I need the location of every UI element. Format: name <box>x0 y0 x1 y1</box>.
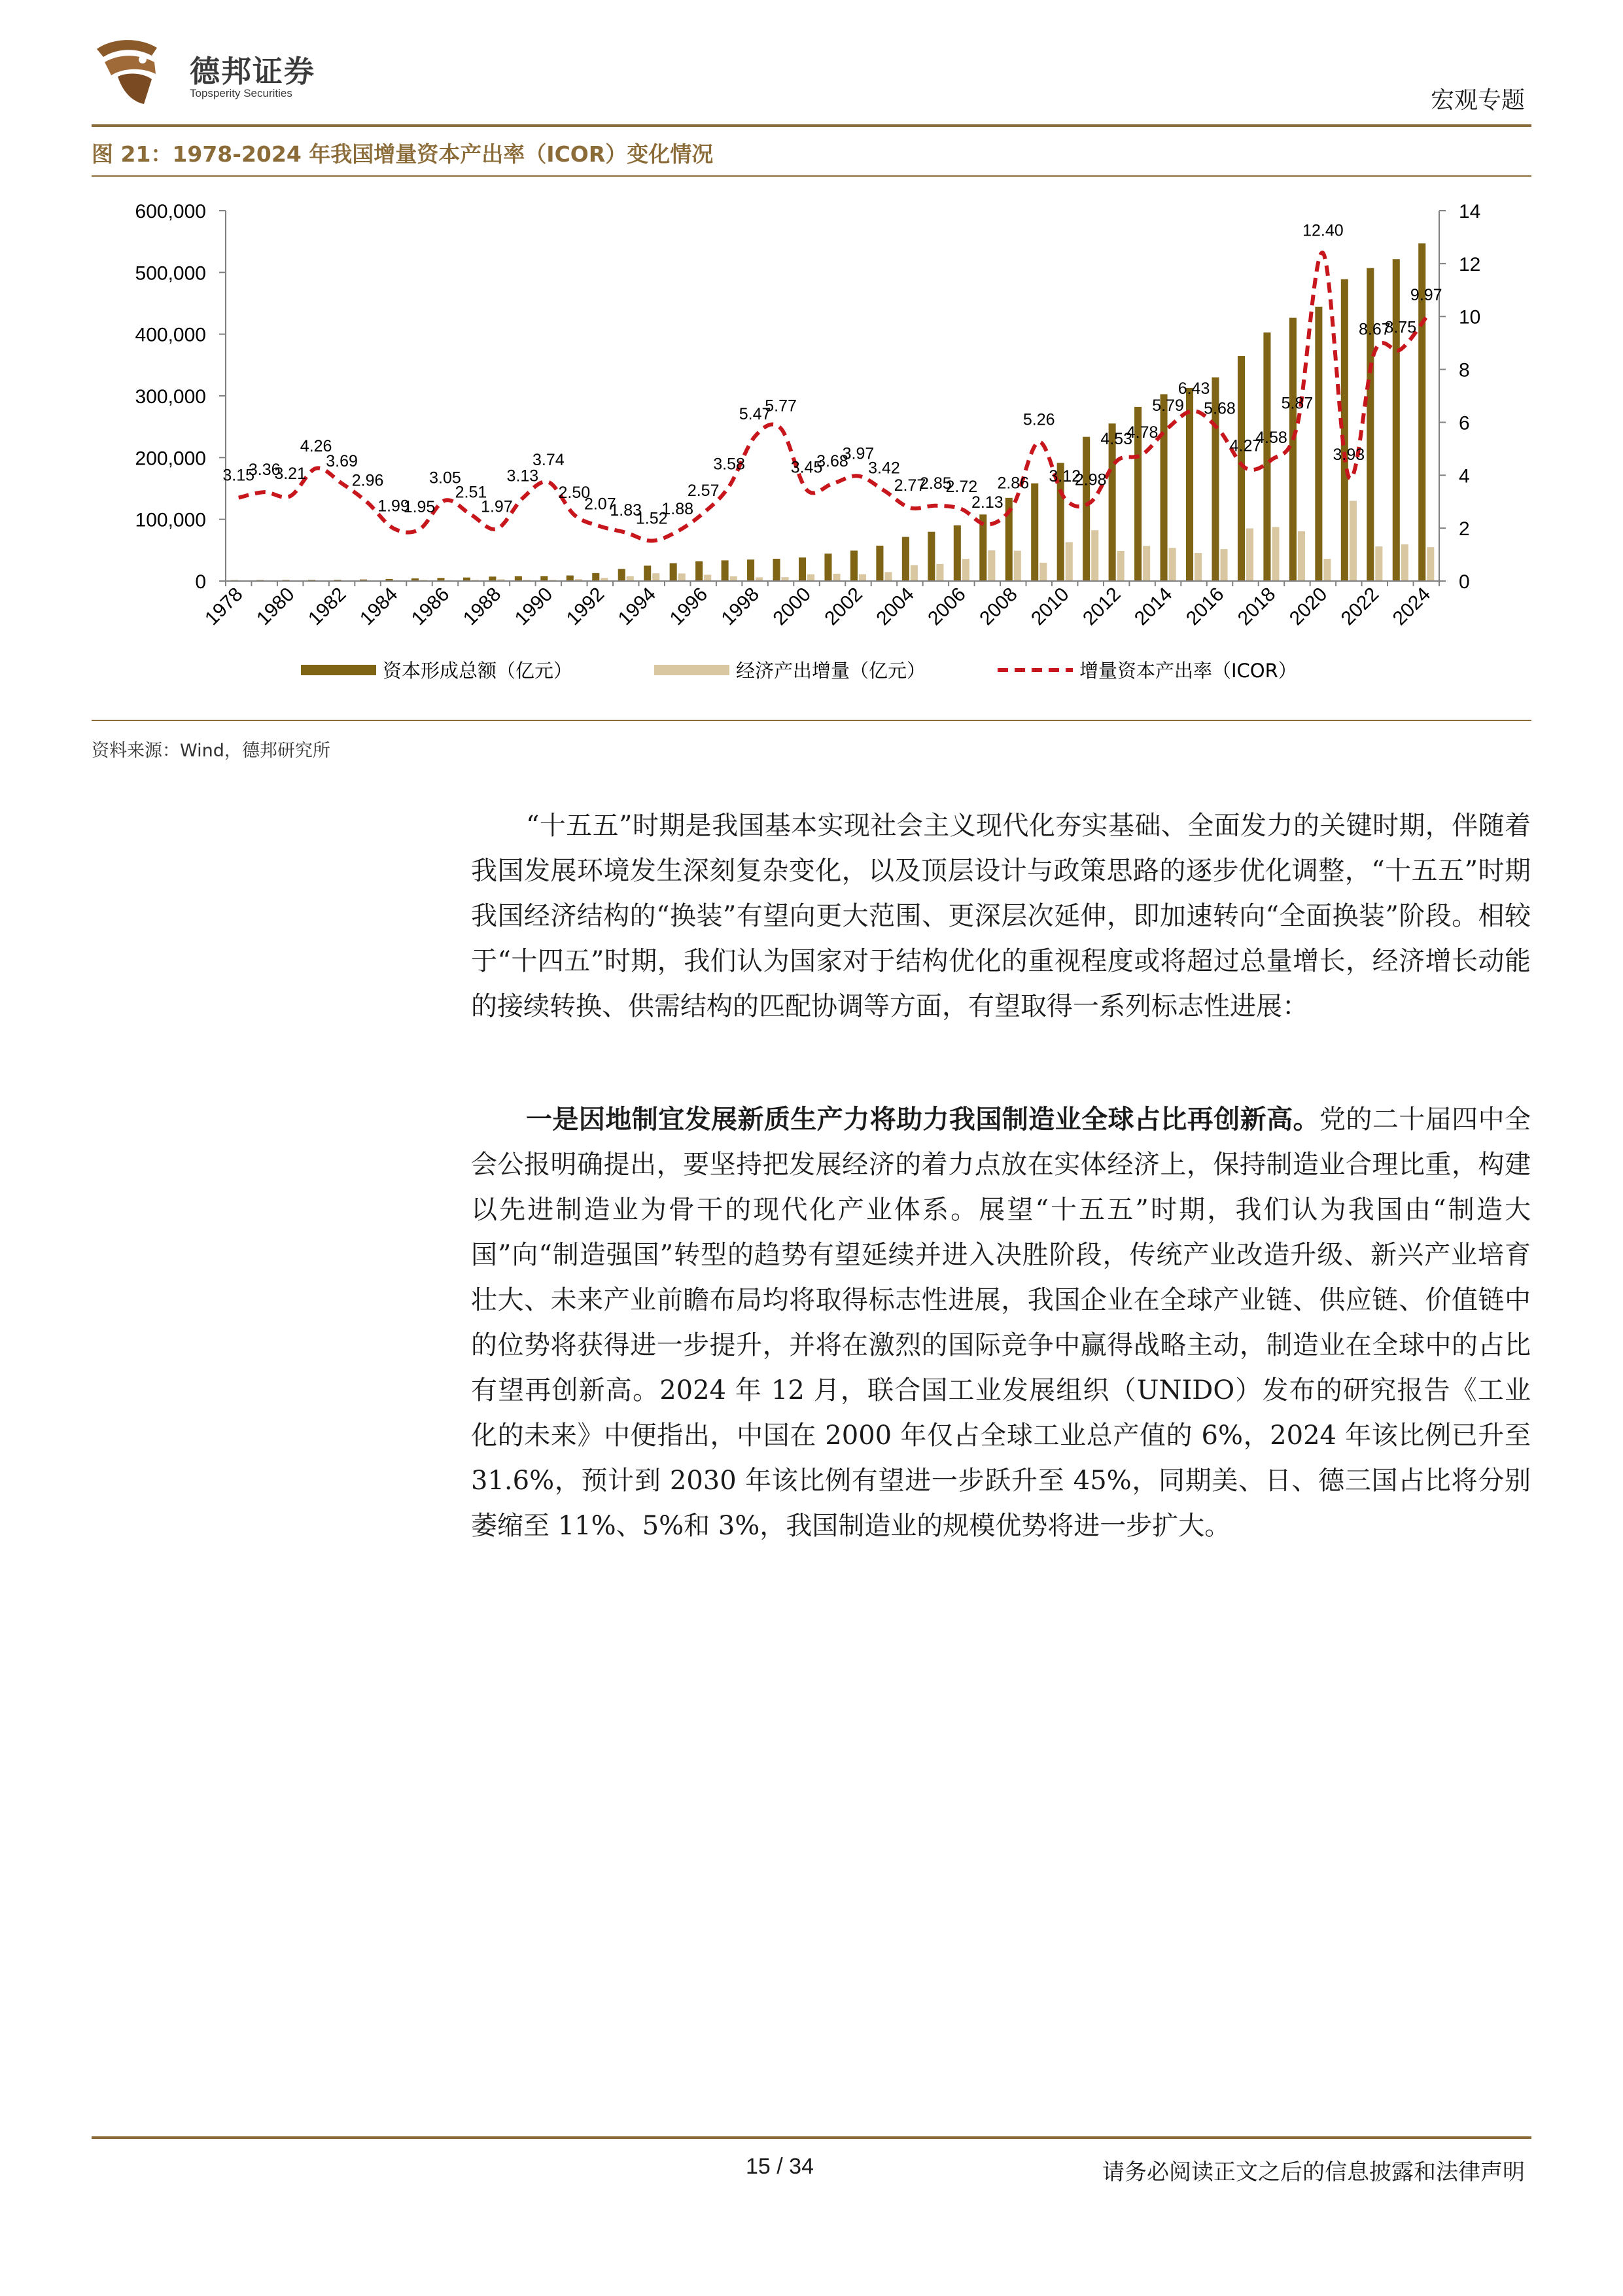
capital-formation-bar <box>1161 394 1168 581</box>
x-axis-tick-label: 1996 <box>665 583 712 630</box>
x-axis-tick-label: 1990 <box>510 583 557 630</box>
x-axis-tick-label: 2008 <box>975 583 1022 630</box>
icor-data-label: 2.57 <box>687 482 720 501</box>
icor-data-label: 12.40 <box>1302 221 1344 240</box>
right-axis-tick-label: 12 <box>1459 253 1481 275</box>
capital-formation-bar <box>1341 279 1348 581</box>
paragraph-rest: 党的二十届四中全会公报明确提出，要坚持把发展经济的着力点放在实体经济上，保持制造业合理比重，构建以先进制造业为骨干的现代化产业体系。展望“十五五”时期，我们认为我国由“制造大国”向“制造强国”转型的趋势有望延续并进入决胜阶段，传统产业改造升级、新兴产业培育壮大、未来产业前瞻布局均将取得标志性进展，我国企业在全球产业链、供应链、价值链中的位势将获得进一步提升，并将在激烈的国际竞争中赢得战略主动，制造业在全球中的占比有望再创新高。2024 年 12 月，联合国工业发展组织（UNIDO）发布的研究报告《工业化的未来》中便指出，中国在 2000 年仅占全球工业总产值的 6%，2024 年该比例已升至 31.6%，预计到 2030 年该比例有望进一步跃升至 45%，同期美、日、德三国占比将分别萎缩至 11%、5%和 3%，我国制造业的规模优势将进一步扩大。 <box>471 1104 1531 1541</box>
paragraph-text <box>471 1097 1531 1549</box>
output-increment-bar <box>1375 546 1382 581</box>
icor-data-label: 1.88 <box>661 499 694 518</box>
icor-data-label: 5.47 <box>739 404 771 423</box>
x-axis-tick-label: 2014 <box>1130 583 1177 630</box>
icor-data-label: 1.52 <box>635 509 668 528</box>
icor-data-label: 5.77 <box>765 397 797 415</box>
icor-data-label: 5.87 <box>1281 394 1314 413</box>
output-increment-bar <box>1221 549 1228 581</box>
report-section-label: 宏观专题 <box>1430 87 1525 114</box>
left-axis-tick-label: 200,000 <box>135 448 206 470</box>
icor-data-label: 4.53 <box>1100 429 1132 448</box>
capital-formation-bar <box>773 559 780 581</box>
capital-formation-bar <box>618 569 625 581</box>
output-increment-bar <box>1143 546 1150 581</box>
capital-formation-bar <box>1083 437 1090 581</box>
legend-swatch <box>654 665 729 675</box>
left-axis-tick-label: 600,000 <box>135 201 206 222</box>
left-axis-tick-label: 100,000 <box>135 509 206 531</box>
legend-label: 增量资本产出率（ICOR） <box>1079 660 1297 682</box>
x-axis-tick-label: 1982 <box>304 583 351 630</box>
x-axis-tick-label: 1980 <box>253 583 299 630</box>
right-axis-tick-label: 6 <box>1459 412 1470 434</box>
output-increment-bar <box>1401 544 1408 581</box>
icor-data-label: 3.97 <box>842 444 875 463</box>
output-increment-bar <box>1117 551 1125 581</box>
output-increment-bar <box>1014 551 1021 581</box>
x-axis-tick-label: 1994 <box>614 583 661 630</box>
output-increment-bar <box>678 573 686 581</box>
icor-data-label: 3.42 <box>868 459 900 478</box>
output-increment-bar <box>1169 548 1176 581</box>
icor-data-labels <box>222 222 1442 528</box>
left-axis-tick-label: 300,000 <box>135 386 206 408</box>
icor-data-label: 3.58 <box>713 455 745 474</box>
paragraph-lead: 一是因地制宜发展新质生产力将助力我国制造业全球占比再创新高。 <box>526 1104 1319 1135</box>
icor-data-label: 2.50 <box>558 483 591 502</box>
left-axis <box>135 201 226 593</box>
footer-disclaimer: 请务必阅读正文之后的信息披露和法律声明 <box>1102 2159 1525 2185</box>
legend-label: 经济产出增量（亿元） <box>736 660 926 682</box>
right-axis-tick-label: 0 <box>1459 571 1470 593</box>
x-axis-tick-label: 2022 <box>1336 583 1384 630</box>
x-axis-tick-label: 2012 <box>1079 583 1125 630</box>
output-increment-bar <box>1246 529 1253 581</box>
x-axis-tick-label: 1998 <box>717 583 764 630</box>
icor-data-label: 4.26 <box>300 436 332 455</box>
capital-formation-bar <box>1367 268 1374 581</box>
left-axis-tick-label: 400,000 <box>135 324 206 346</box>
chart-legend <box>301 660 1297 682</box>
capital-formation-bar <box>592 573 599 581</box>
capital-formation-bar <box>1031 484 1038 581</box>
figure-title: 图 21：1978-2024 年我国增量资本产出率（ICOR）变化情况 <box>92 141 714 167</box>
icor-data-label: 3.74 <box>532 450 565 469</box>
x-axis-tick-label: 2000 <box>769 583 815 630</box>
capital-formation-bar <box>1393 259 1400 581</box>
icor-data-label: 5.26 <box>1022 410 1055 429</box>
icor-data-label: 3.93 <box>1333 446 1365 465</box>
icor-data-label: 2.77 <box>894 476 926 495</box>
figure-source: 资料来源：Wind，德邦研究所 <box>92 741 330 761</box>
icor-data-label: 1.99 <box>377 497 410 516</box>
logo-company-name-en: Topsperity Securities <box>190 87 292 99</box>
body-paragraph-1 <box>471 804 1531 1029</box>
icor-data-label: 4.27 <box>1229 436 1262 455</box>
capital-formation-bar <box>644 566 651 581</box>
icor-data-label: 8.75 <box>1384 318 1417 337</box>
icor-data-label: 2.96 <box>351 471 384 490</box>
x-axis-tick-label: 2024 <box>1388 583 1435 630</box>
output-increment-bar <box>1323 559 1331 581</box>
icor-data-label: 2.72 <box>945 478 978 497</box>
capital-formation-bar <box>489 576 496 581</box>
icor-data-label: 4.78 <box>1126 423 1159 442</box>
capital-formation-bar <box>954 525 961 581</box>
output-increment-bar <box>911 565 918 581</box>
output-increment-bar <box>1195 553 1202 581</box>
capital-formation-bar <box>747 559 754 581</box>
output-increment-bar <box>988 550 995 581</box>
capital-formation-bar <box>850 550 858 581</box>
output-increment-bar <box>1298 531 1305 581</box>
output-increment-bar <box>1427 547 1434 581</box>
capital-formation-bar <box>824 554 831 581</box>
icor-data-label: 3.15 <box>222 466 255 485</box>
icor-data-label: 2.07 <box>584 495 616 514</box>
paragraph-text: “十五五”时期是我国基本实现社会主义现代化夯实基础、全面发力的关键时期，伴随着我国发展环境发生深刻复杂变化，以及顶层设计与政策思路的逐步优化调整，“十五五”时期我国经济结构的“换装”有望向更大范围、更深层次延伸，即加速转向“全面换装”阶段。相较于“十四五”时期，我们认为国家对于结构优化的重视程度或将超过总量增长，经济增长动能的接续转换、供需结构的匹配协调等方面，有望取得一系列标志性进展： <box>471 811 1531 1021</box>
x-axis-tick-label: 1984 <box>355 583 402 630</box>
x-axis-tick-label: 1978 <box>201 583 247 630</box>
right-axis-tick-label: 14 <box>1459 201 1481 222</box>
output-increment-bar <box>627 576 634 581</box>
capital-formation-bar <box>567 576 574 581</box>
icor-data-label: 3.13 <box>506 467 539 486</box>
icor-data-label: 3.68 <box>816 452 848 471</box>
capital-formation-bar <box>876 546 883 581</box>
figure-bottom-divider <box>92 720 1531 721</box>
x-axis-tick-label: 2020 <box>1285 583 1332 630</box>
icor-data-label: 1.97 <box>481 497 513 516</box>
icor-data-label: 4.58 <box>1255 428 1287 447</box>
icor-data-label: 8.67 <box>1358 320 1391 339</box>
legend-label: 资本形成总额（亿元） <box>383 660 573 682</box>
output-increment-bar <box>1091 530 1098 581</box>
capital-formation-bar <box>1263 332 1270 581</box>
capital-formation-bar <box>902 537 909 581</box>
right-axis-tick-label: 10 <box>1459 306 1481 328</box>
output-increment-bar <box>1039 563 1047 581</box>
icor-data-label: 3.45 <box>790 458 823 477</box>
right-axis <box>1439 201 1480 593</box>
icor-data-label: 5.68 <box>1204 399 1236 418</box>
x-axis-tick-label: 2006 <box>924 583 970 630</box>
right-axis-tick-label: 8 <box>1459 359 1470 381</box>
icor-data-label: 3.21 <box>274 465 307 484</box>
icor-data-label: 6.43 <box>1178 380 1210 398</box>
capital-formation-bar <box>928 532 935 581</box>
output-increment-bar <box>730 576 737 581</box>
x-axis-tick-label: 2002 <box>820 583 867 630</box>
x-axis <box>201 581 1439 629</box>
capital-formation-bar <box>1186 388 1193 581</box>
icor-data-label: 9.97 <box>1410 285 1442 304</box>
x-axis-tick-label: 2016 <box>1181 583 1229 630</box>
body-paragraph-2 <box>471 1097 1531 1549</box>
left-axis-tick-label: 0 <box>195 571 206 593</box>
right-axis-tick-label: 2 <box>1459 518 1470 540</box>
right-axis-tick-label: 4 <box>1459 465 1470 487</box>
x-axis-tick-label: 2018 <box>1233 583 1280 630</box>
icor-data-label: 2.51 <box>455 483 487 502</box>
legend-swatch <box>301 665 376 675</box>
capital-formation-bar <box>540 576 548 581</box>
icor-data-label: 3.69 <box>326 451 358 470</box>
icor-data-label: 5.79 <box>1152 396 1184 415</box>
icor-data-label: 1.83 <box>610 501 642 520</box>
capital-formation-bar <box>695 561 703 581</box>
output-increment-bar <box>1350 501 1357 581</box>
output-increment-bar <box>962 559 969 581</box>
x-axis-tick-label: 1988 <box>459 583 506 630</box>
output-increment-bar <box>1066 542 1073 581</box>
x-axis-tick-label: 1986 <box>407 583 454 630</box>
output-increment-bar <box>833 574 841 581</box>
icor-data-label: 2.85 <box>920 474 952 493</box>
left-axis-tick-label: 500,000 <box>135 262 206 285</box>
capital-formation-bar <box>1289 318 1297 581</box>
icor-data-label: 2.98 <box>1074 470 1107 489</box>
x-axis-tick-label: 1992 <box>562 583 609 630</box>
capital-formation-bar <box>515 576 522 581</box>
footer-divider <box>92 2136 1531 2139</box>
output-increment-bar <box>859 574 866 581</box>
output-increment-bar <box>704 574 711 581</box>
icor-data-label: 2.86 <box>997 474 1030 493</box>
capital-formation-bar <box>670 563 677 581</box>
output-increment-bar <box>807 574 814 581</box>
output-increment-bar <box>936 564 943 581</box>
output-increment-bar <box>884 572 892 581</box>
output-increment-bar <box>652 573 659 581</box>
page-number: 15 / 34 <box>746 2154 814 2179</box>
icor-data-label: 3.12 <box>1049 467 1081 486</box>
icor-data-label: 3.36 <box>248 461 281 480</box>
logo-company-name: 德邦证券 <box>190 54 315 89</box>
output-increment-bar <box>1272 527 1279 581</box>
x-axis-tick-label: 2004 <box>872 583 918 630</box>
icor-data-label: 1.95 <box>403 498 436 517</box>
capital-formation-bar <box>799 557 806 581</box>
icor-data-label: 2.13 <box>971 493 1003 512</box>
icor-data-label: 3.05 <box>429 468 461 487</box>
x-axis-tick-label: 2010 <box>1027 583 1073 630</box>
icor-chart <box>0 0 1623 720</box>
capital-formation-bar <box>1315 307 1322 581</box>
capital-formation-bar <box>722 560 729 581</box>
